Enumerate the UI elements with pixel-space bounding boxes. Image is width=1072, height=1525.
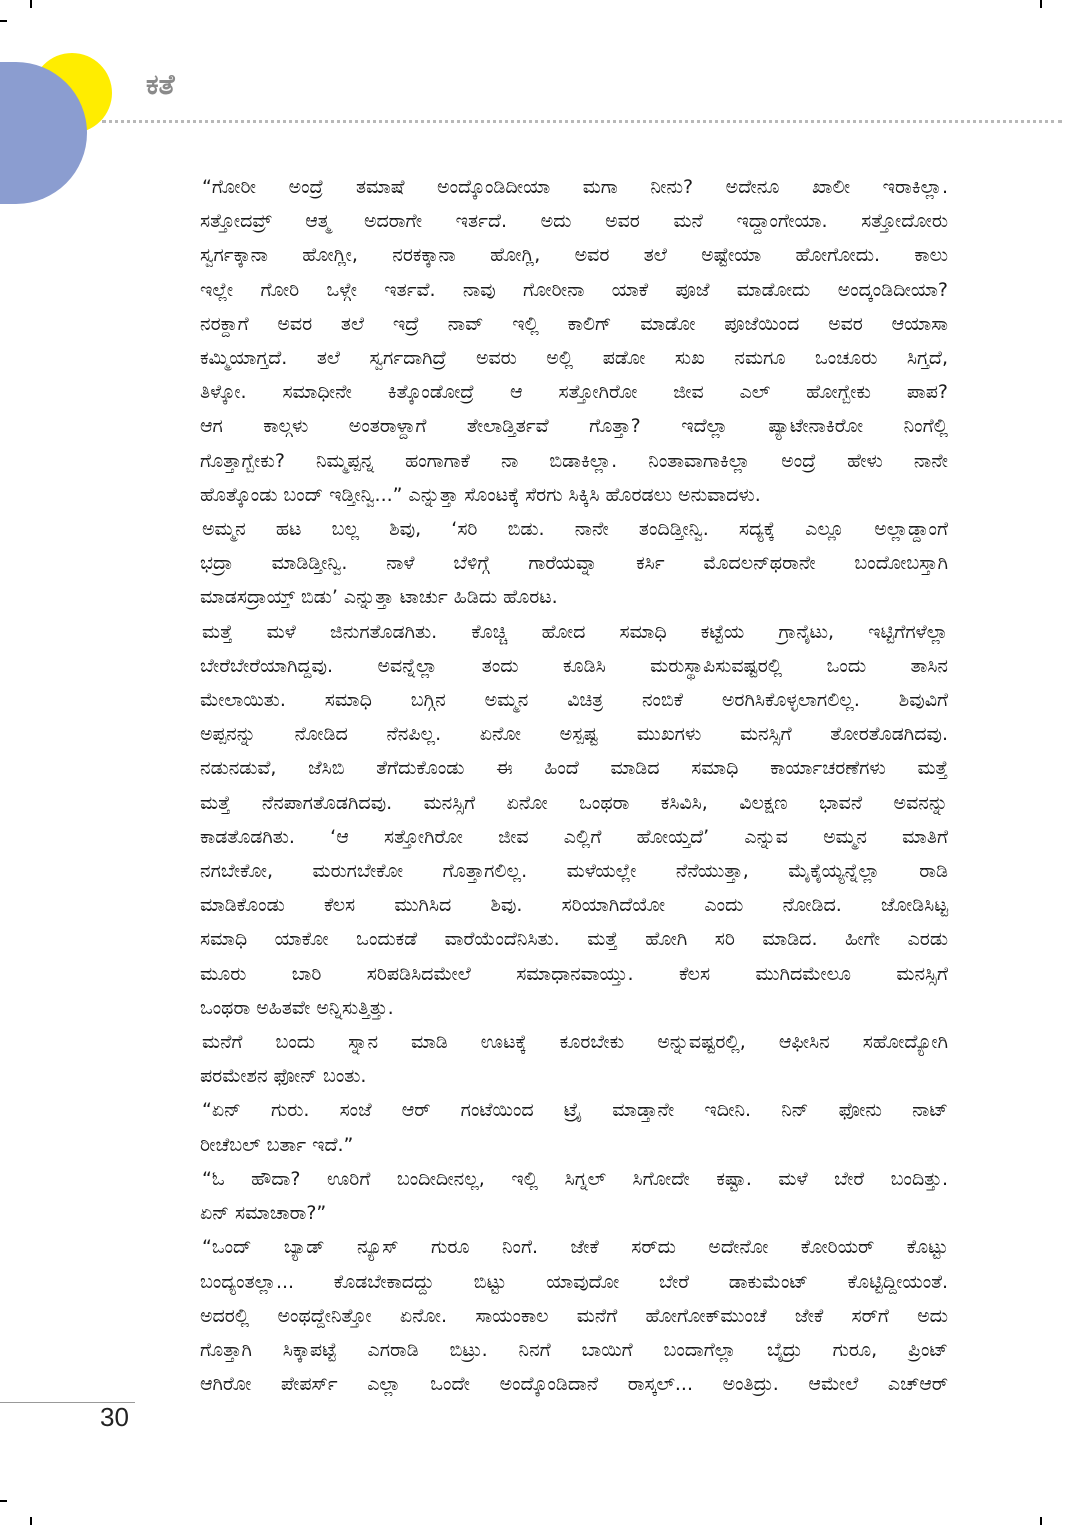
crop-mark: [30, 1517, 32, 1525]
text-line: ಅಮ್ಮನ ಹಟ ಬಲ್ಲ ಶಿವು, ‘ಸರಿ ಬಿಡು. ನಾನೇ ತಂದಿಡ್ತೀನ್ವಿ. ಸದ್ಯಕ್ಕೆ ಎಲ್ಲೂ ಅಲ್ಲಾಡ್ದಾಂಗೆ: [202, 518, 948, 541]
text-line: ಏನ್ ಸಮಾಚಾರಾ?”: [200, 1202, 327, 1225]
text-line: ಕಮ್ಮಿಯಾಗ್ತದೆ. ತಲೆ ಸ್ವರ್ಗದಾಗಿದ್ರೆ ಅವರು ಅಲ್ಲಿ ಪಡೋ ಸುಖ ನಮಗೂ ಒಂಚೂರು ಸಿಗ್ತದೆ,: [200, 347, 948, 370]
text-line: “ಓ ಹೌದಾ? ಊರಿಗೆ ಬಂದೀದೀನಲ್ಲ, ಇಲ್ಲಿ ಸಿಗ್ನಲ್ ಸಿಗೋದೇ ಕಷ್ಟಾ. ಮಳೆ ಬೇರೆ ಬಂದಿತ್ತು.: [202, 1167, 948, 1190]
text-line: ಮೂರು ಬಾರಿ ಸರಿಪಡಿಸಿದಮೇಲೆ ಸಮಾಧಾನವಾಯ್ತು. ಕೆಲಸ ಮುಗಿದಮೇಲೂ ಮನಸ್ಸಿಗೆ: [200, 962, 948, 985]
paragraph: [200, 615, 948, 1025]
paragraph: [200, 1025, 948, 1093]
text-line: ಮತ್ತೆ ನೆನಪಾಗತೊಡಗಿದವು. ಮನಸ್ಸಿಗೆ ಏನೋ ಒಂಥರಾ ಕಸಿವಿಸಿ, ವಿಲಕ್ಷಣ ಭಾವನೆ ಅವನನ್ನು: [200, 791, 948, 814]
section-title: ಕತೆ: [146, 68, 175, 101]
text-line: ಒಂಥರಾ ಅಹಿತವೇ ಅನ್ನಿಸುತ್ತಿತ್ತು.: [200, 996, 394, 1019]
text-line: ರೀಚೆಬಲ್ ಬರ್ತಾ ಇದೆ.”: [200, 1133, 354, 1156]
paragraph: [200, 1093, 948, 1161]
text-line: ಆಗಿರೋ ಪೇಪರ್ಸ್ ಎಲ್ಲಾ ಒಂದೇ ಅಂದ್ಕೊಂಡಿದಾನೆ ರಾಸ್ಕಲ್... ಅಂತಿದ್ರು. ಆಮೇಲೆ ಎಚ್‌ಆರ್: [200, 1373, 948, 1396]
crop-mark: [0, 20, 7, 22]
text-line: ಅದರಲ್ಲಿ ಅಂಥದ್ದೇನಿತ್ತೋ ಏನೋ. ಸಾಯಂಕಾಲ ಮನೆಗೆ ಹೋಗೋಕ್‌ಮುಂಚೆ ಜೇಕೆ ಸರ್‌ಗೆ ಅದು: [200, 1304, 948, 1327]
text-line: ಭದ್ರಾ ಮಾಡಿಡ್ತೀನ್ವಿ. ನಾಳೆ ಬೆಳಿಗ್ಗೆ ಗಾರೆಯವ್ನಾ ಕರ್ಸಿ ಮೊದಲನ್‌ಥರಾನೇ ಬಂದೋಬಸ್ತಾಗಿ: [200, 552, 948, 575]
crop-mark: [0, 1500, 7, 1502]
text-line: “ಏನ್ ಗುರು. ಸಂಜೆ ಆರ್ ಗಂಟೆಯಿಂದ ಟ್ರೈ ಮಾಡ್ತಾನೇ ಇದೀನಿ. ನಿನ್ ಫೋನು ನಾಟ್: [202, 1099, 948, 1122]
text-line: ಅಪ್ಪನನ್ನು ನೋಡಿದ ನೆನಪಿಲ್ಲ. ಏನೋ ಅಸ್ಪಷ್ಟ ಮುಖಗಳು ಮನಸ್ಸಿಗೆ ತೋರತೊಡಗಿದವು.: [200, 723, 948, 746]
text-line: ಬೇರೆಬೇರೆಯಾಗಿದ್ದವು. ಅವನ್ನೆಲ್ಲಾ ತಂದು ಕೂಡಿಸಿ ಮರುಸ್ಥಾಪಿಸುವಷ್ಟರಲ್ಲಿ ಒಂದು ತಾಸಿನ: [200, 654, 948, 677]
text-line: ಪರಮೇಶನ ಫೋನ್ ಬಂತು.: [200, 1065, 367, 1088]
text-line: ಇಲ್ಲೇ ಗೋರಿ ಒಳ್ಗೇ ಇರ್ತವೆ. ನಾವು ಗೋರೀನಾ ಯಾಕೆ ಪೂಜೆ ಮಾಡೋದು ಅಂದ್ಕಂಡಿದೀಯಾ?: [200, 278, 948, 301]
text-line: ಮಾಡಿಕೊಂಡು ಕೆಲಸ ಮುಗಿಸಿದ ಶಿವು. ಸರಿಯಾಗಿದೆಯೋ ಎಂದು ನೋಡಿದ. ಜೋಡಿಸಿಟ್ಟ: [200, 894, 948, 917]
text-line: “ಒಂದ್ ಬ್ಯಾಡ್ ನ್ಯೂಸ್ ಗುರೂ ನಿಂಗೆ. ಜೇಕೆ ಸರ್‌ದು ಅದೇನೋ ಕೋರಿಯರ್ ಕೊಟ್ಟು: [202, 1236, 948, 1259]
story-body: [200, 170, 948, 1401]
text-line: ಗೊತ್ತಾಗಿ ಸಿಕ್ಕಾಪಟ್ಟೆ ಎಗರಾಡಿ ಬಿಟ್ರು. ನಿನಗೆ ಬಾಯಿಗೆ ಬಂದಾಗೆಲ್ಲಾ ಬೈದ್ರು ಗುರೂ, ಪ್ರಿಂಟ್: [200, 1338, 948, 1361]
text-line: ಹೊತ್ಕೊಂಡು ಬಂದ್ ಇಡ್ತೀನ್ವಿ...” ಎನ್ನುತ್ತಾ ಸೊಂಟಕ್ಕೆ ಸೆರಗು ಸಿಕ್ಕಿಸಿ ಹೊರಡಲು ಅನುವಾದಳು.: [200, 483, 761, 506]
paragraph: [200, 1230, 948, 1401]
page-number: 30: [100, 1402, 129, 1432]
text-line: ಮನೆಗೆ ಬಂದು ಸ್ನಾನ ಮಾಡಿ ಊಟಕ್ಕೆ ಕೂರಬೇಕು ಅನ್ನುವಷ್ಟರಲ್ಲಿ, ಆಫೀಸಿನ ಸಹೋದ್ಯೋಗಿ: [202, 1031, 948, 1054]
text-line: ಸ್ವರ್ಗಕ್ಕಾನಾ ಹೋಗ್ಲೀ, ನರಕಕ್ಕಾನಾ ಹೋಗ್ಲಿ, ಅವರ ತಲೆ ಅಷ್ಟೇಯಾ ಹೋಗೋದು. ಕಾಲು: [200, 244, 948, 267]
text-line: ಆಗ ಕಾಲ್ಗಳು ಅಂತರಾಳ್ದಾಗೆ ತೇಲಾಡ್ತಿರ್ತವೆ ಗೊತ್ತಾ? ಇದೆಲ್ಲಾ ಪ್ಯಾಟೇನಾಕಿರೋ ನಿಂಗೆಲ್ಲಿ: [200, 415, 948, 438]
text-line: ತಿಳ್ಕೋ. ಸಮಾಧೀನೇ ಕಿತ್ಕೊಂಡೋದ್ರೆ ಆ ಸತ್ತೋಗಿರೋ ಜೀವ ಎಲ್ ಹೋಗ್ಬೇಕು ಪಾಪ?: [200, 381, 948, 404]
crop-mark: [30, 0, 32, 8]
text-line: ನರಕ್ದಾಗೆ ಅವರ ತಲೆ ಇದ್ರೆ ನಾವ್ ಇಲ್ಲಿ ಕಾಲಿಗ್ ಮಾಡೋ ಪೂಜೆಯಿಂದ ಅವರ ಆಯಾಸಾ: [200, 312, 948, 335]
text-line: ನಗಬೇಕೋ, ಮರುಗಬೇಕೋ ಗೊತ್ತಾಗಲಿಲ್ಲ. ಮಳೆಯಲ್ಲೇ ನೆನೆಯುತ್ತಾ, ಮೈಕೈಯ್ಯನ್ನೆಲ್ಲಾ ರಾಡಿ: [200, 860, 948, 883]
text-line: ಮತ್ತೆ ಮಳೆ ಜಿನುಗತೊಡಗಿತು. ಕೊಚ್ಚಿ ಹೋದ ಸಮಾಧಿ ಕಟ್ಟೆಯ ಗ್ರಾನೈಟು, ಇಟ್ಟಿಗೆಗಳೆಲ್ಲಾ: [202, 620, 948, 643]
text-line: ಗೊತ್ತಾಗ್ಬೇಕು? ನಿಮ್ಮಪ್ಪನ್ನ ಹಂಗಾಗಾಕೆ ನಾ ಬಿಡಾಕಿಲ್ಲಾ. ನಿಂತಾವಾಗಾಕಿಲ್ಲಾ ಅಂದ್ರೆ ಹೇಳು ನಾನೇ: [200, 449, 948, 472]
text-line: ಸತ್ತೋದವ್ರ್ ಆತ್ಮ ಅದರಾಗೇ ಇರ್ತದೆ. ಅದು ಅವರ ಮನೆ ಇದ್ದಾಂಗೇಯಾ. ಸತ್ತೋದೋರು: [200, 210, 948, 233]
text-line: “ಗೋರೀ ಅಂದ್ರೆ ತಮಾಷೆ ಅಂದ್ಕೊಂಡಿದೀಯಾ ಮಗಾ ನೀನು? ಅದೇನೂ ಖಾಲೀ ಇರಾಕಿಲ್ಲಾ.: [202, 176, 948, 198]
crop-mark: [1040, 0, 1042, 8]
text-line: ಮಾಡಸದ್ರಾಯ್ತ್ ಬಿಡು’ ಎನ್ನುತ್ತಾ ಟಾರ್ಚು ಹಿಡಿದು ಹೊರಟ.: [200, 586, 558, 609]
text-line: ಕಾಡತೊಡಗಿತು. ‘ಆ ಸತ್ತೋಗಿರೋ ಜೀವ ಎಲ್ಲಿಗೆ ಹೋಯ್ತದೆ’ ಎನ್ನುವ ಅಮ್ಮನ ಮಾತಿಗೆ: [200, 825, 948, 848]
text-line: ಮೇಲಾಯಿತು. ಸಮಾಧಿ ಬಗ್ಗಿನ ಅಮ್ಮನ ವಿಚಿತ್ರ ನಂಬಿಕೆ ಅರಗಿಸಿಕೊಳ್ಳಲಾಗಲಿಲ್ಲ. ಶಿವುವಿಗೆ: [200, 689, 948, 712]
paragraph: [200, 1162, 948, 1230]
paragraph: [200, 512, 948, 615]
text-line: ಬಂದ್ಯಂತಲ್ಲಾ... ಕೊಡಬೇಕಾದದ್ದು ಬಿಟ್ಟು ಯಾವುದೋ ಬೇರೆ ಡಾಕುಮೆಂಟ್ ಕೊಟ್ಟಿದ್ದೀಯಂತೆ.: [200, 1270, 948, 1293]
crop-mark: [1040, 1517, 1042, 1525]
dotted-divider: [102, 120, 1062, 123]
text-line: ನಡುನಡುವೆ, ಜೆಸಿಬಿ ತೆಗೆದುಕೊಂಡು ಈ ಹಿಂದೆ ಮಾಡಿದ ಸಮಾಧಿ ಕಾರ್ಯಾಚರಣೆಗಳು ಮತ್ತೆ: [200, 757, 948, 780]
text-line: ಸಮಾಧಿ ಯಾಕೋ ಒಂದುಕಡೆ ವಾರೆಯೆಂದೆನಿಸಿತು. ಮತ್ತೆ ಹೋಗಿ ಸರಿ ಮಾಡಿದ. ಹೀಗೇ ಎರಡು: [200, 928, 948, 951]
paragraph: [200, 170, 948, 512]
